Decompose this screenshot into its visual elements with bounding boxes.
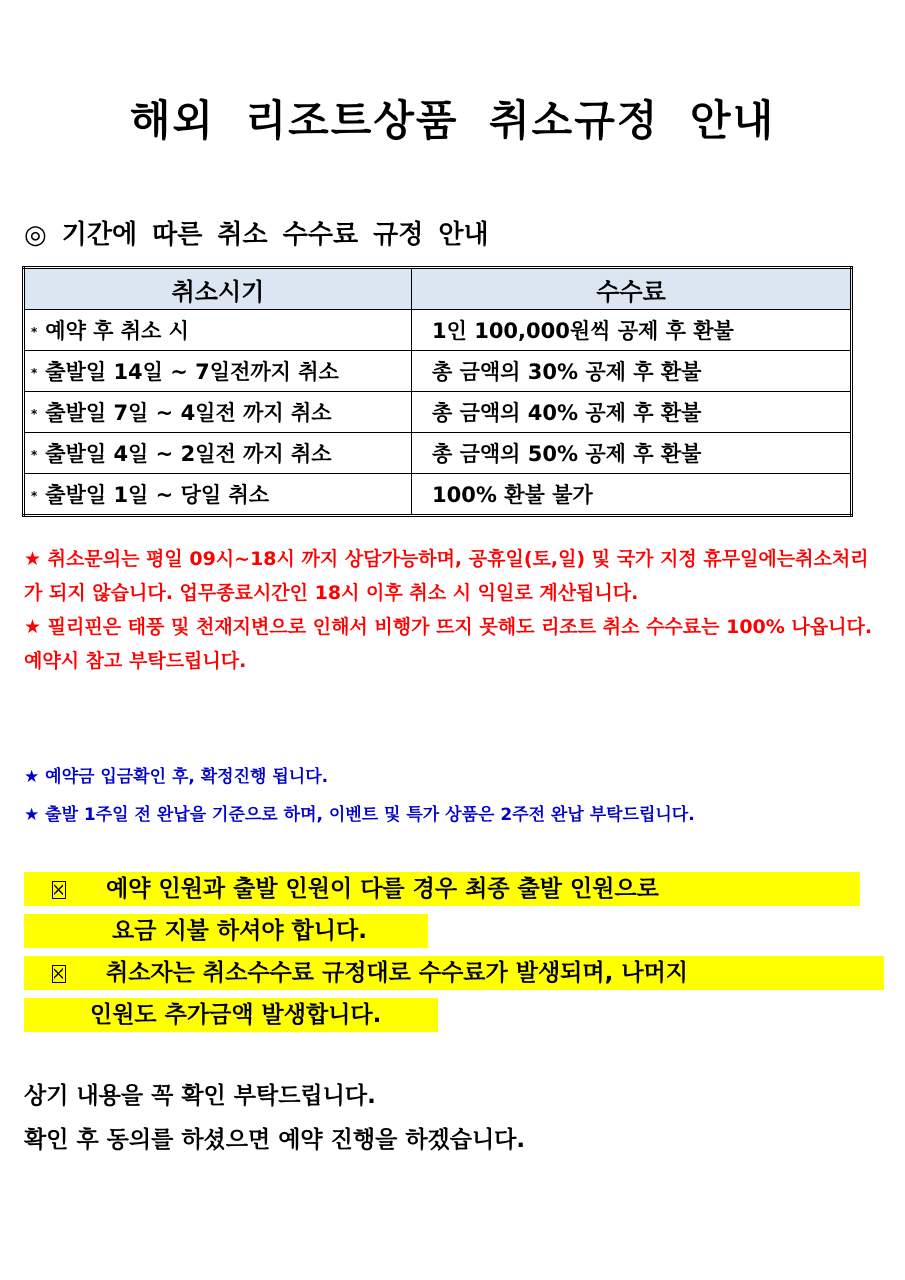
table-row bbox=[24, 392, 852, 433]
highlight-line-3 bbox=[24, 956, 884, 990]
table-row bbox=[24, 310, 852, 351]
fee-cell: 총 금액의 30% 공제 후 환불 bbox=[412, 351, 852, 392]
closing-line-confirm: 상기 내용을 꼭 확인 부탁드립니다. bbox=[24, 1083, 376, 1109]
period-cell bbox=[24, 433, 412, 474]
highlight-line-4 bbox=[24, 998, 438, 1032]
table-header-row bbox=[24, 268, 852, 310]
highlight-text: 인원도 추가금액 발생합니다. bbox=[90, 1002, 382, 1028]
period-cell bbox=[24, 351, 412, 392]
fee-cell: 총 금액의 40% 공제 후 환불 bbox=[412, 392, 852, 433]
checkbox-icon bbox=[52, 965, 66, 983]
highlight-text: 예약 인원과 출발 인원이 다를 경우 최종 출발 인원으로 bbox=[106, 876, 659, 902]
highlight-text: 요금 지불 하셔야 합니다. bbox=[112, 918, 367, 944]
column-header-period: 취소시기 bbox=[24, 268, 412, 310]
closing-block bbox=[24, 1074, 525, 1162]
notice-philippines-typhoon: ★ 필리핀은 태풍 및 천재지변으로 인해서 비행가 뜨지 못해도 리조트 취소 수수료는 100% 나옵니다. 예약시 참고 부탁드립니다. bbox=[24, 616, 873, 672]
checkbox-icon bbox=[52, 881, 66, 899]
section-heading: ◎ 기간에 따른 취소 수수료 규정 안내 bbox=[24, 220, 489, 250]
period-cell bbox=[24, 392, 412, 433]
bullet-icon: * bbox=[31, 489, 38, 503]
period-text: 예약 후 취소 시 bbox=[45, 319, 189, 343]
column-header-fee: 수수료 bbox=[412, 268, 852, 310]
table-row bbox=[24, 433, 852, 474]
period-text: 출발일 14일 ~ 7일전까지 취소 bbox=[45, 360, 339, 384]
period-text: 출발일 7일 ~ 4일전 까지 취소 bbox=[45, 401, 332, 425]
bullet-icon: * bbox=[31, 407, 38, 421]
fee-cell: 100% 환불 불가 bbox=[412, 474, 852, 516]
notice-full-payment: ★ 출발 1주일 전 완납을 기준으로 하며, 이벤트 및 특가 상품은 2주전 완납 부탁드립니다. bbox=[24, 805, 695, 825]
notice-business-hours: ★ 취소문의는 평일 09시~18시 까지 상담가능하며, 공휴일(토,일) 및 국가 지정 휴무일에는취소처리가 되지 않습니다. 업무종료시간인 18시 이후 취소 시 익일로 계산됩니다. bbox=[24, 548, 869, 604]
highlight-text: 취소자는 취소수수료 규정대로 수수료가 발생되며, 나머지 bbox=[106, 960, 689, 986]
notice-deposit-confirm: ★ 예약금 입금확인 후, 확정진행 됩니다. bbox=[24, 767, 329, 787]
closing-line-consent: 확인 후 동의를 하셨으면 예약 진행을 하겠습니다. bbox=[24, 1127, 526, 1153]
fee-cell: 1인 100,000원씩 공제 후 환불 bbox=[412, 310, 852, 351]
table-row bbox=[24, 351, 852, 392]
fee-cell: 총 금액의 50% 공제 후 환불 bbox=[412, 433, 852, 474]
period-text: 출발일 1일 ~ 당일 취소 bbox=[45, 483, 270, 507]
bullet-icon: * bbox=[31, 448, 38, 462]
table-row bbox=[24, 474, 852, 516]
highlight-line-2 bbox=[24, 914, 428, 948]
period-text: 출발일 4일 ~ 2일전 까지 취소 bbox=[45, 442, 332, 466]
red-notice-block bbox=[24, 542, 884, 678]
period-cell bbox=[24, 474, 412, 516]
cancellation-fee-table bbox=[22, 266, 853, 517]
period-cell bbox=[24, 310, 412, 351]
bullet-icon: * bbox=[31, 366, 38, 380]
highlight-line-1 bbox=[24, 872, 860, 906]
bullet-icon: * bbox=[31, 325, 38, 339]
blue-notice-block bbox=[24, 758, 884, 834]
page-title: 해외 리조트상품 취소규정 안내 bbox=[129, 96, 776, 145]
